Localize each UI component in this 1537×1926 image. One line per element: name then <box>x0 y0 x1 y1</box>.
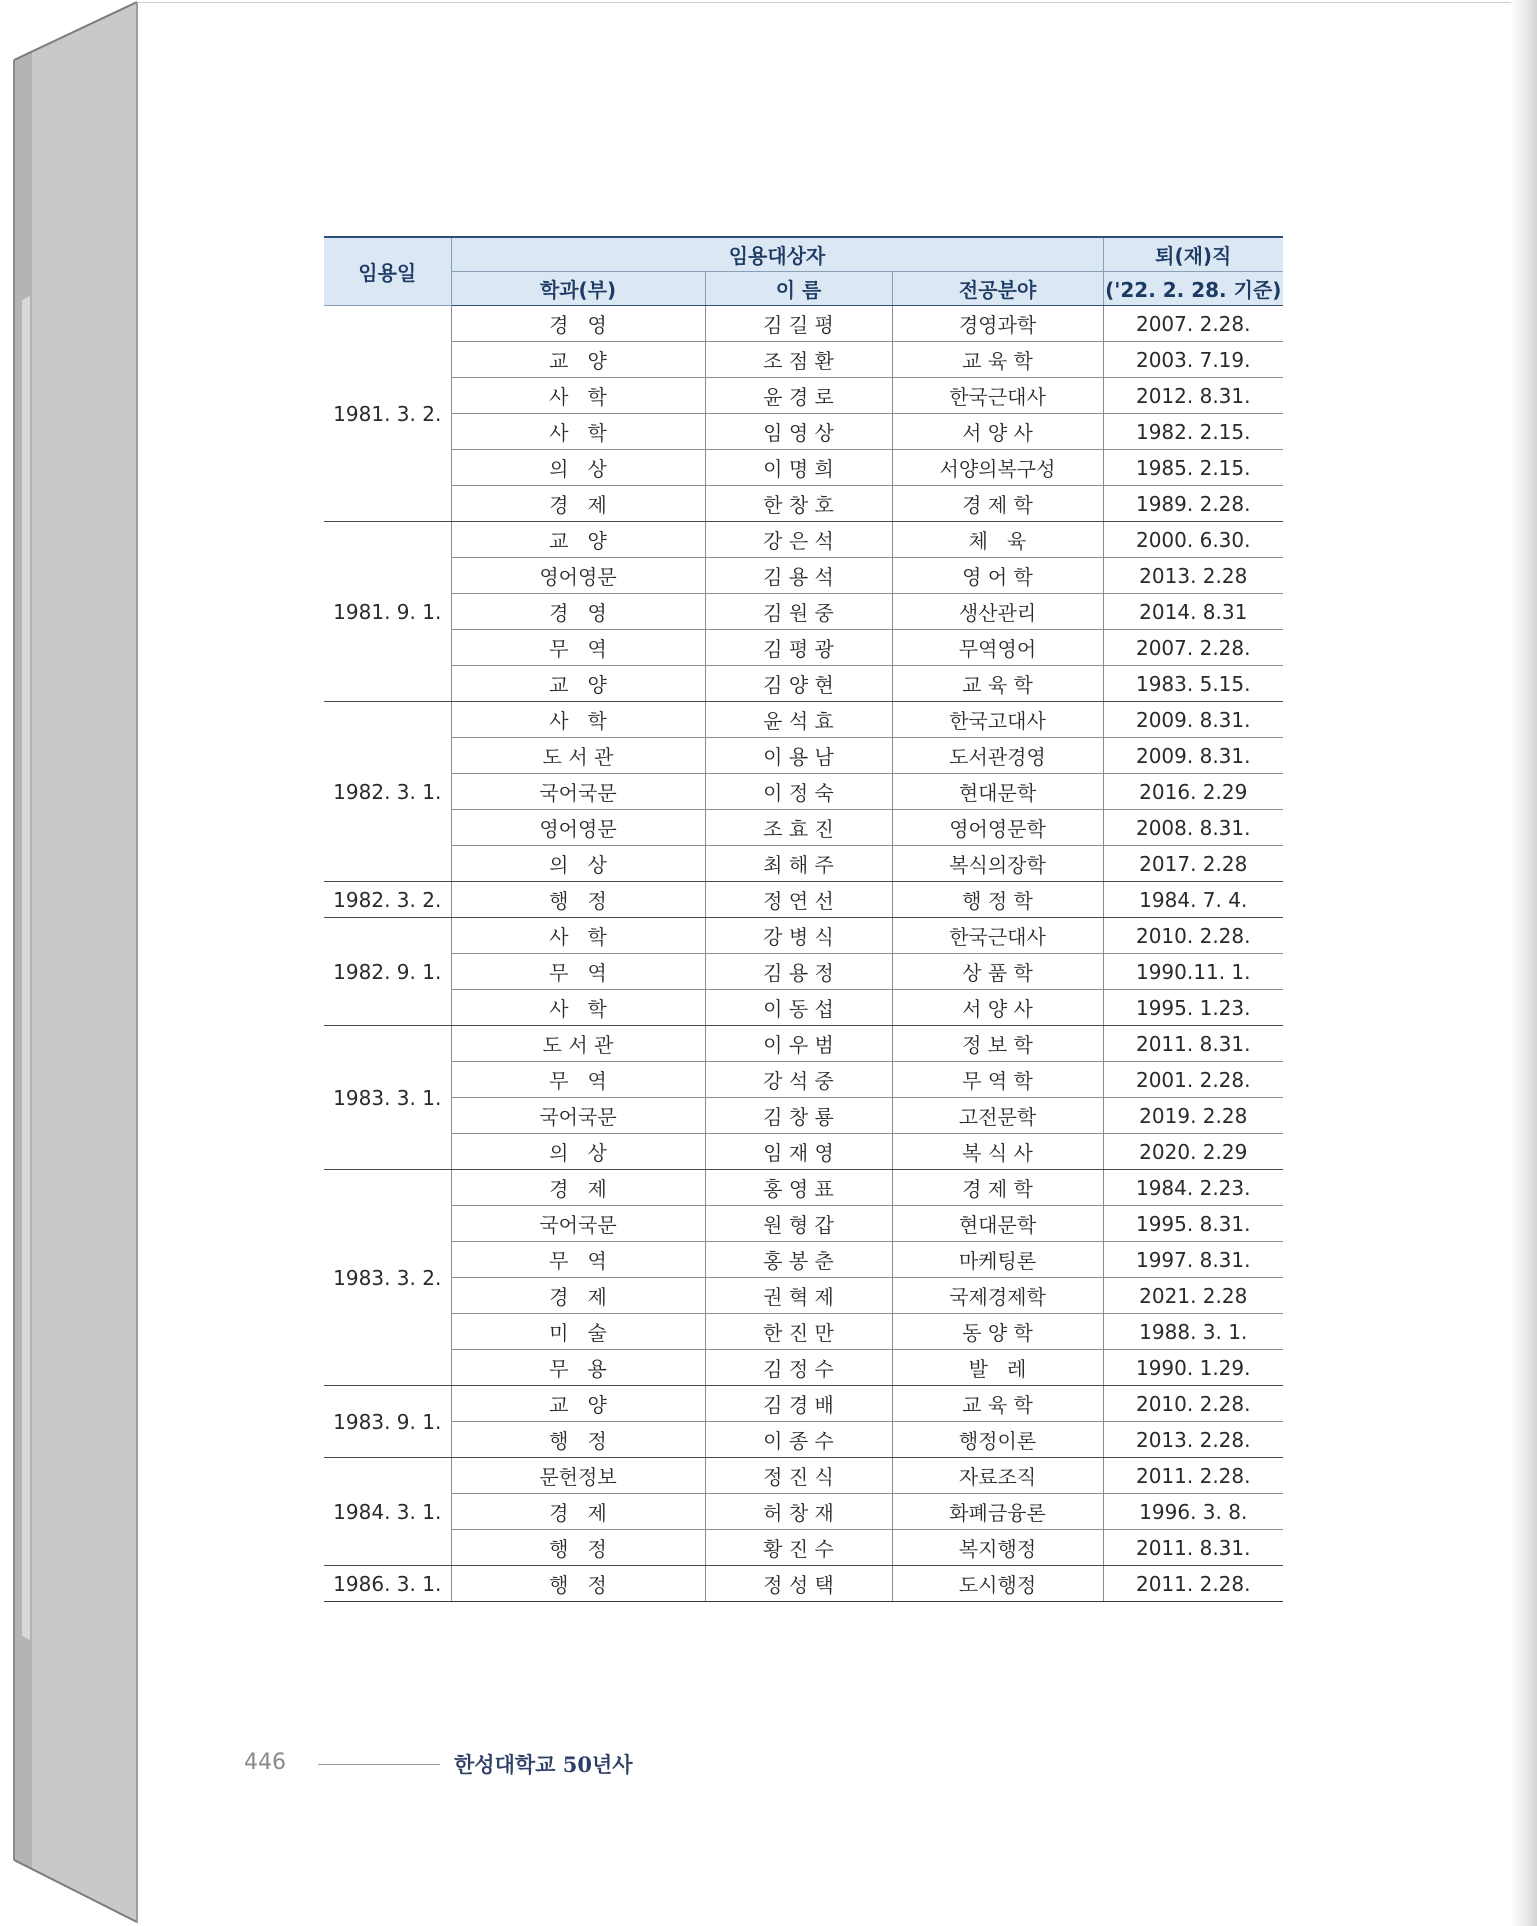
header-field: 전공분야 <box>892 272 1103 306</box>
dept-cell: 사 학 <box>451 702 705 738</box>
dept-cell: 경 영 <box>451 306 705 342</box>
header-dept: 학과(부) <box>451 272 705 306</box>
field-cell: 복지행정 <box>892 1530 1103 1566</box>
name-cell: 홍 영 표 <box>705 1170 892 1206</box>
header-retire: 퇴(재)직 <box>1103 237 1283 272</box>
table-row <box>324 1314 1283 1350</box>
name-cell: 이 동 섭 <box>705 990 892 1026</box>
table-row <box>324 1242 1283 1278</box>
table-row <box>324 558 1283 594</box>
dept-cell: 교 양 <box>451 342 705 378</box>
field-cell: 현대문학 <box>892 1206 1103 1242</box>
retire-date-cell: 1982. 2.15. <box>1103 414 1283 450</box>
retire-date-cell: 2007. 2.28. <box>1103 306 1283 342</box>
table-row <box>324 1206 1283 1242</box>
faculty-appointment-table <box>324 236 1283 1602</box>
table-row <box>324 918 1283 954</box>
table-row <box>324 1530 1283 1566</box>
retire-date-cell: 1995. 1.23. <box>1103 990 1283 1026</box>
name-cell: 정 성 택 <box>705 1566 892 1602</box>
table-row <box>324 594 1283 630</box>
dept-cell: 미 술 <box>451 1314 705 1350</box>
retire-date-cell: 2014. 8.31 <box>1103 594 1283 630</box>
field-cell: 서 양 사 <box>892 414 1103 450</box>
field-cell: 한국고대사 <box>892 702 1103 738</box>
dept-cell: 무 역 <box>451 954 705 990</box>
page-edge-shadow <box>1511 0 1537 1926</box>
field-cell: 무 역 학 <box>892 1062 1103 1098</box>
field-cell: 교 육 학 <box>892 1386 1103 1422</box>
name-cell: 이 용 남 <box>705 738 892 774</box>
retire-date-cell: 1988. 3. 1. <box>1103 1314 1283 1350</box>
appointment-date-cell: 1983. 3. 1. <box>324 1026 451 1170</box>
table-row <box>324 882 1283 918</box>
field-cell: 행 정 학 <box>892 882 1103 918</box>
name-cell: 이 명 희 <box>705 450 892 486</box>
table-row <box>324 522 1283 558</box>
field-cell: 발 레 <box>892 1350 1103 1386</box>
retire-date-cell: 2003. 7.19. <box>1103 342 1283 378</box>
dept-cell: 의 상 <box>451 450 705 486</box>
dept-cell: 국어국문 <box>451 774 705 810</box>
field-cell: 복식의장학 <box>892 846 1103 882</box>
dept-cell: 도 서 관 <box>451 738 705 774</box>
field-cell: 현대문학 <box>892 774 1103 810</box>
field-cell: 무역영어 <box>892 630 1103 666</box>
retire-date-cell: 1984. 7. 4. <box>1103 882 1283 918</box>
name-cell: 허 창 재 <box>705 1494 892 1530</box>
name-cell: 임 재 영 <box>705 1134 892 1170</box>
dept-cell: 경 제 <box>451 486 705 522</box>
table-row <box>324 702 1283 738</box>
dept-cell: 영어영문 <box>451 558 705 594</box>
table-row <box>324 1278 1283 1314</box>
table-row <box>324 486 1283 522</box>
retire-date-cell: 2011. 8.31. <box>1103 1530 1283 1566</box>
retire-date-cell: 2013. 2.28. <box>1103 1422 1283 1458</box>
dept-cell: 국어국문 <box>451 1206 705 1242</box>
header-retire-basis: ('22. 2. 28. 기준) <box>1103 272 1283 306</box>
name-cell: 이 우 범 <box>705 1026 892 1062</box>
dept-cell: 문헌정보 <box>451 1458 705 1494</box>
name-cell: 김 양 현 <box>705 666 892 702</box>
table-row <box>324 1062 1283 1098</box>
field-cell: 교 육 학 <box>892 342 1103 378</box>
retire-date-cell: 1989. 2.28. <box>1103 486 1283 522</box>
table-row <box>324 990 1283 1026</box>
field-cell: 서양의복구성 <box>892 450 1103 486</box>
name-cell: 한 진 만 <box>705 1314 892 1350</box>
field-cell: 복 식 사 <box>892 1134 1103 1170</box>
appointment-date-cell: 1982. 3. 1. <box>324 702 451 882</box>
table-row <box>324 378 1283 414</box>
retire-date-cell: 2007. 2.28. <box>1103 630 1283 666</box>
table-row <box>324 630 1283 666</box>
retire-date-cell: 1996. 3. 8. <box>1103 1494 1283 1530</box>
retire-date-cell: 1985. 2.15. <box>1103 450 1283 486</box>
retire-date-cell: 2021. 2.28 <box>1103 1278 1283 1314</box>
name-cell: 김 용 정 <box>705 954 892 990</box>
dept-cell: 경 제 <box>451 1170 705 1206</box>
dept-cell: 경 영 <box>451 594 705 630</box>
table-row <box>324 1458 1283 1494</box>
retire-date-cell: 2011. 2.28. <box>1103 1458 1283 1494</box>
name-cell: 권 혁 제 <box>705 1278 892 1314</box>
field-cell: 생산관리 <box>892 594 1103 630</box>
appointment-date-cell: 1983. 3. 2. <box>324 1170 451 1386</box>
appointment-date-cell: 1983. 9. 1. <box>324 1386 451 1458</box>
retire-date-cell: 1997. 8.31. <box>1103 1242 1283 1278</box>
table-row <box>324 1566 1283 1602</box>
name-cell: 임 영 상 <box>705 414 892 450</box>
retire-date-cell: 2020. 2.29 <box>1103 1134 1283 1170</box>
table-row <box>324 1026 1283 1062</box>
dept-cell: 행 정 <box>451 1530 705 1566</box>
retire-date-cell: 2017. 2.28 <box>1103 846 1283 882</box>
retire-date-cell: 2009. 8.31. <box>1103 738 1283 774</box>
field-cell: 정 보 학 <box>892 1026 1103 1062</box>
name-cell: 김 창 룡 <box>705 1098 892 1134</box>
dept-cell: 도 서 관 <box>451 1026 705 1062</box>
name-cell: 원 형 갑 <box>705 1206 892 1242</box>
field-cell: 체 육 <box>892 522 1103 558</box>
table-row <box>324 1422 1283 1458</box>
dept-cell: 무 용 <box>451 1350 705 1386</box>
name-cell: 윤 경 로 <box>705 378 892 414</box>
field-cell: 자료조직 <box>892 1458 1103 1494</box>
table-row <box>324 1350 1283 1386</box>
book-title: 한성대학교 50년사 <box>454 1752 633 1777</box>
field-cell: 상 품 학 <box>892 954 1103 990</box>
retire-date-cell: 2010. 2.28. <box>1103 918 1283 954</box>
table-row <box>324 306 1283 342</box>
dept-cell: 경 제 <box>451 1494 705 1530</box>
appointment-date-cell: 1981. 3. 2. <box>324 306 451 522</box>
name-cell: 김 경 배 <box>705 1386 892 1422</box>
field-cell: 한국근대사 <box>892 918 1103 954</box>
dept-cell: 사 학 <box>451 990 705 1026</box>
table-row <box>324 1386 1283 1422</box>
header-name: 이 름 <box>705 272 892 306</box>
dept-cell: 의 상 <box>451 846 705 882</box>
name-cell: 홍 봉 춘 <box>705 1242 892 1278</box>
dept-cell: 행 정 <box>451 1422 705 1458</box>
name-cell: 황 진 수 <box>705 1530 892 1566</box>
dept-cell: 사 학 <box>451 378 705 414</box>
field-cell: 화폐금융론 <box>892 1494 1103 1530</box>
retire-date-cell: 2012. 8.31. <box>1103 378 1283 414</box>
appointment-date-cell: 1982. 9. 1. <box>324 918 451 1026</box>
field-cell: 고전문학 <box>892 1098 1103 1134</box>
dept-cell: 의 상 <box>451 1134 705 1170</box>
appointment-date-cell: 1982. 3. 2. <box>324 882 451 918</box>
table-row <box>324 846 1283 882</box>
retire-date-cell: 1984. 2.23. <box>1103 1170 1283 1206</box>
field-cell: 경영과학 <box>892 306 1103 342</box>
dept-cell: 무 역 <box>451 630 705 666</box>
table-row <box>324 1134 1283 1170</box>
field-cell: 한국근대사 <box>892 378 1103 414</box>
field-cell: 국제경제학 <box>892 1278 1103 1314</box>
book-edge <box>0 0 140 1926</box>
retire-date-cell: 2011. 2.28. <box>1103 1566 1283 1602</box>
retire-date-cell: 1990.11. 1. <box>1103 954 1283 990</box>
name-cell: 김 길 평 <box>705 306 892 342</box>
retire-date-cell: 2013. 2.28 <box>1103 558 1283 594</box>
retire-date-cell: 1995. 8.31. <box>1103 1206 1283 1242</box>
appointment-date-cell: 1986. 3. 1. <box>324 1566 451 1602</box>
retire-date-cell: 2019. 2.28 <box>1103 1098 1283 1134</box>
table-row <box>324 1494 1283 1530</box>
table-row <box>324 666 1283 702</box>
table-row <box>324 414 1283 450</box>
dept-cell: 경 제 <box>451 1278 705 1314</box>
dept-cell: 행 정 <box>451 882 705 918</box>
table-row <box>324 774 1283 810</box>
name-cell: 이 정 숙 <box>705 774 892 810</box>
field-cell: 도시행정 <box>892 1566 1103 1602</box>
dept-cell: 영어영문 <box>451 810 705 846</box>
name-cell: 조 점 환 <box>705 342 892 378</box>
retire-date-cell: 1983. 5.15. <box>1103 666 1283 702</box>
name-cell: 윤 석 효 <box>705 702 892 738</box>
dept-cell: 교 양 <box>451 522 705 558</box>
table-row <box>324 738 1283 774</box>
dept-cell: 무 역 <box>451 1062 705 1098</box>
table-row <box>324 1098 1283 1134</box>
footer-divider <box>318 1764 440 1765</box>
header-target-group: 임용대상자 <box>451 237 1103 272</box>
field-cell: 경 제 학 <box>892 1170 1103 1206</box>
field-cell: 행정이론 <box>892 1422 1103 1458</box>
dept-cell: 국어국문 <box>451 1098 705 1134</box>
table-row <box>324 1170 1283 1206</box>
dept-cell: 무 역 <box>451 1242 705 1278</box>
dept-cell: 사 학 <box>451 918 705 954</box>
field-cell: 도서관경영 <box>892 738 1103 774</box>
table-row <box>324 450 1283 486</box>
name-cell: 최 해 주 <box>705 846 892 882</box>
retire-date-cell: 2000. 6.30. <box>1103 522 1283 558</box>
name-cell: 정 진 식 <box>705 1458 892 1494</box>
name-cell: 조 효 진 <box>705 810 892 846</box>
table-row <box>324 342 1283 378</box>
field-cell: 경 제 학 <box>892 486 1103 522</box>
field-cell: 영 어 학 <box>892 558 1103 594</box>
field-cell: 마케팅론 <box>892 1242 1103 1278</box>
retire-date-cell: 2011. 8.31. <box>1103 1026 1283 1062</box>
name-cell: 김 용 석 <box>705 558 892 594</box>
name-cell: 강 병 식 <box>705 918 892 954</box>
retire-date-cell: 2001. 2.28. <box>1103 1062 1283 1098</box>
table-row <box>324 810 1283 846</box>
name-cell: 한 창 호 <box>705 486 892 522</box>
page-number: 446 <box>244 1750 286 1775</box>
header-date: 임용일 <box>324 237 451 306</box>
appointment-date-cell: 1984. 3. 1. <box>324 1458 451 1566</box>
field-cell: 영어영문학 <box>892 810 1103 846</box>
table-row <box>324 954 1283 990</box>
name-cell: 이 종 수 <box>705 1422 892 1458</box>
table-header <box>324 237 1283 306</box>
retire-date-cell: 2009. 8.31. <box>1103 702 1283 738</box>
name-cell: 강 은 석 <box>705 522 892 558</box>
field-cell: 동 양 학 <box>892 1314 1103 1350</box>
dept-cell: 교 양 <box>451 666 705 702</box>
name-cell: 정 연 선 <box>705 882 892 918</box>
name-cell: 김 정 수 <box>705 1350 892 1386</box>
appointment-date-cell: 1981. 9. 1. <box>324 522 451 702</box>
dept-cell: 사 학 <box>451 414 705 450</box>
dept-cell: 행 정 <box>451 1566 705 1602</box>
retire-date-cell: 2016. 2.29 <box>1103 774 1283 810</box>
retire-date-cell: 2008. 8.31. <box>1103 810 1283 846</box>
retire-date-cell: 2010. 2.28. <box>1103 1386 1283 1422</box>
retire-date-cell: 1990. 1.29. <box>1103 1350 1283 1386</box>
table-body <box>324 306 1283 1602</box>
name-cell: 강 석 중 <box>705 1062 892 1098</box>
field-cell: 서 양 사 <box>892 990 1103 1026</box>
name-cell: 김 평 광 <box>705 630 892 666</box>
dept-cell: 교 양 <box>451 1386 705 1422</box>
field-cell: 교 육 학 <box>892 666 1103 702</box>
name-cell: 김 원 중 <box>705 594 892 630</box>
